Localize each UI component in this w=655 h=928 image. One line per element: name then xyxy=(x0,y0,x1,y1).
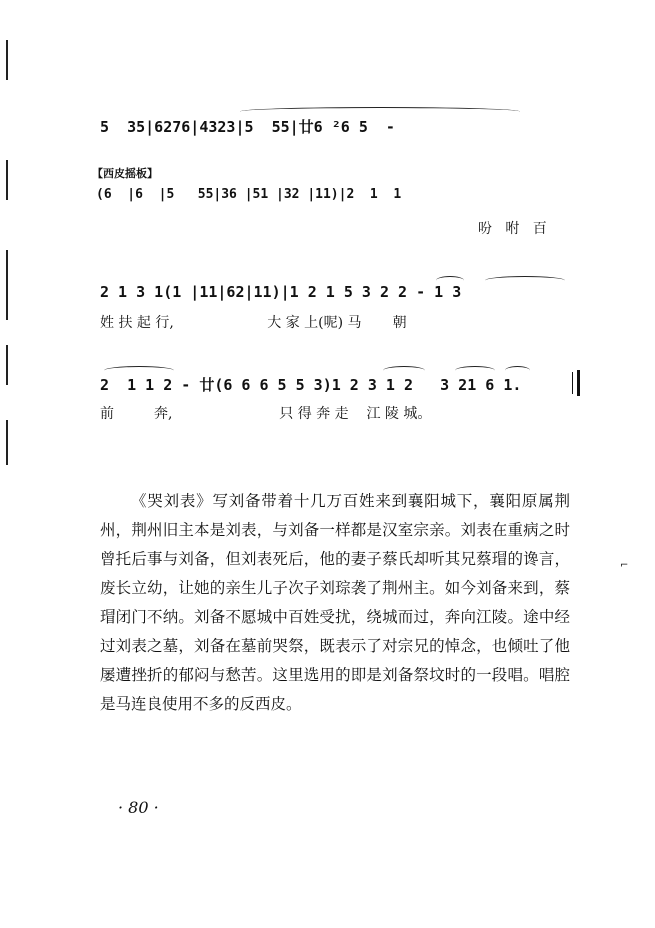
page-number: · 80 · xyxy=(118,798,159,817)
lyrics-line-2: 吩 咐 百 xyxy=(478,221,547,237)
margin-mark xyxy=(6,420,8,465)
margin-mark xyxy=(6,345,8,385)
notation-line-2: (6 |6 |5 55|36 |51 |32 |11)|2 1 1 xyxy=(96,187,402,202)
commentary-paragraph: 《哭刘表》写刘备带着十几万百姓来到襄阳城下，襄阳原属荆州，荆州旧主本是刘表，与刘备一样都是汉室宗亲。刘表在重病之时曾托后事与刘备，但刘表死后，他的妻子蔡氏却听其兄蔡瑁的谗言，废长立幼，让她的亲生儿子次子刘琮袭了荆州主。如今刘备来到，蔡瑁闭门不纳。刘备不愿城中百姓受扰，绕城而过，奔向江陵。途中经过刘表之墓，刘备在墓前哭祭，既表示了对宗兄的悼念，也倾吐了他屡遭挫折的郁闷与愁苦。这里选用的即是刘备祭坟时的一段唱。唱腔是马连良使用不多的反西皮。 xyxy=(100,492,570,713)
slur-mark xyxy=(240,107,520,116)
lyrics-line-3: 姓 扶 起 行, 大 家 上(呢) 马 朝 xyxy=(100,315,407,331)
notation-line-4: 2 1 1 2 - 廿(6 6 6 5 5 3)1 2 3 1 2 3 21 6 1. xyxy=(100,376,522,394)
margin-mark xyxy=(6,40,8,80)
scan-mark: ⌐ xyxy=(620,560,629,571)
final-barline xyxy=(577,370,580,396)
slur-mark xyxy=(485,276,565,285)
notation-line-3: 2 1 3 1(1 |11|62|11)|1 2 1 5 3 2 2 - 1 3 xyxy=(100,283,462,301)
lyrics-line-4: 前 奔, 只 得 奔 走 江 陵 城。 xyxy=(100,406,432,422)
margin-mark xyxy=(6,160,8,200)
final-barline xyxy=(572,372,573,394)
section-label: 【西皮摇板】 xyxy=(92,167,158,180)
margin-mark xyxy=(6,250,8,320)
commentary-text xyxy=(100,487,570,719)
notation-line-1: 5 35|6276|4323|5 55|廿6 ²6 5 - xyxy=(100,118,395,136)
